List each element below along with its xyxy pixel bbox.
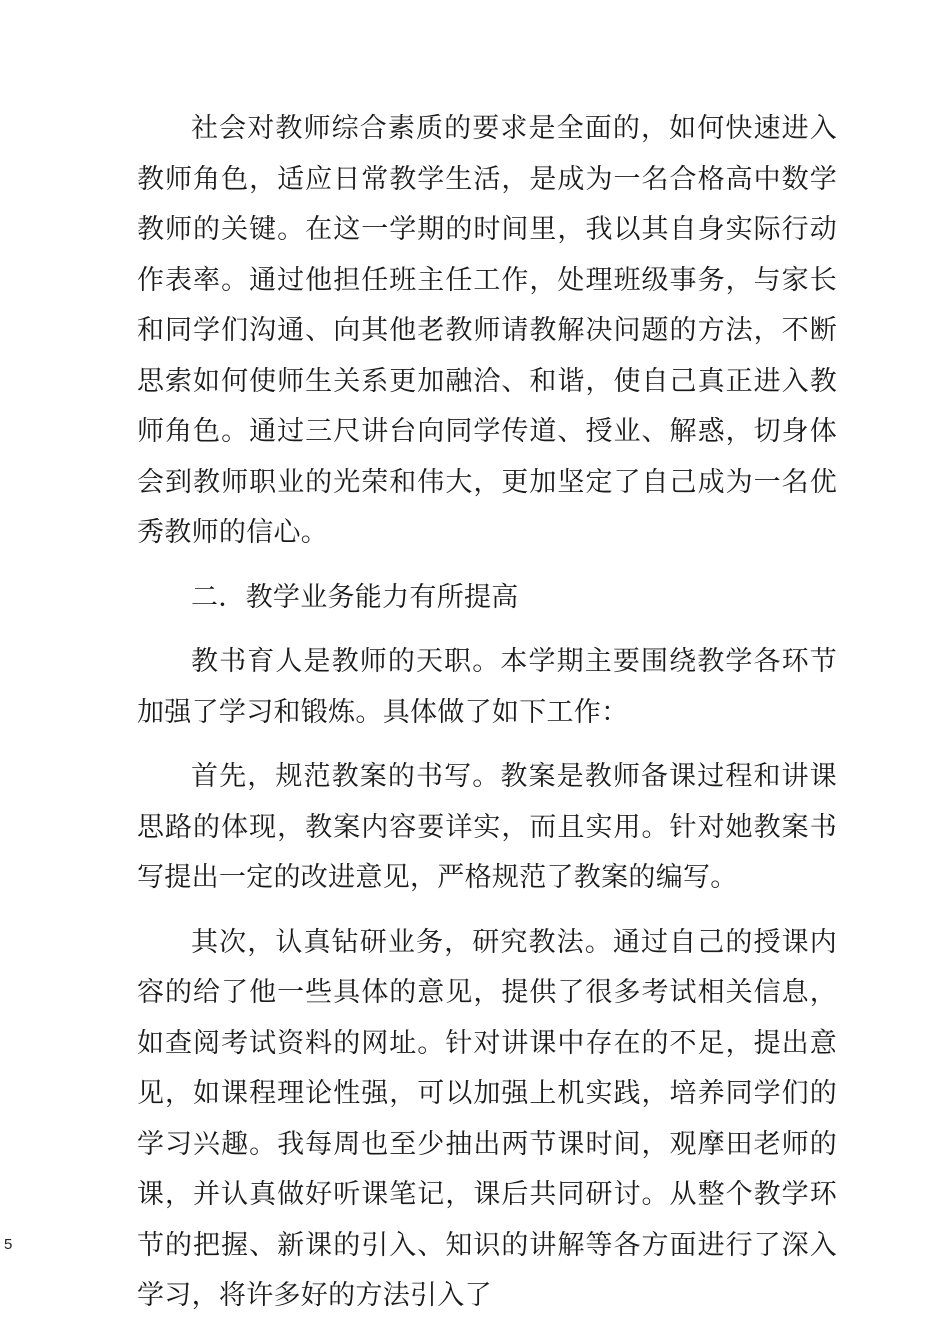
- paragraph-teacher-role: 社会对教师综合素质的要求是全面的，如何快速进入教师角色，适应日常教学生活，是成为一名合格高中数学教师的关键。在这一学期的时间里，我以其自身实际行动作表率。通过他担任班主任工作，处理班级事务，与家长和同学们沟通、向其他老教师请教解决问题的方法，不断思索如何使师生关系更加融洽、和谐，使自己真正进入教师角色。通过三尺讲台向同学传道、授业、解惑，切身体会到教师职业的光荣和伟大，更加坚定了自己成为一名优秀教师的信心。: [137, 113, 837, 548]
- paragraph-lesson-plans: 首先，规范教案的书写。教案是教师备课过程和讲课思路的体现，教案内容要详实，而且实用。针对她教案书写提出一定的改进意见，严格规范了教案的编写。: [137, 761, 837, 893]
- document-body: [137, 104, 837, 1336]
- paragraph-teaching-methods: 其次，认真钻研业务，研究教法。通过自己的授课内容的给了他一些具体的意见，提供了很多考试相关信息，如查阅考试资料的网址。针对讲课中存在的不足，提出意见，如课程理论性强，可以加强上机实践，培养同学们的学习兴趣。我每周也至少抽出两节课时间，观摩田老师的课，并认真做好听课笔记，课后共同研讨。从整个教学环节的把握、新课的引入、知识的讲解等各方面进行了深入学习，将许多好的方法引入了: [137, 926, 837, 1311]
- section-heading: 二．教学业务能力有所提高: [191, 581, 519, 613]
- paragraph-teaching-intro: 教书育人是教师的天职。本学期主要围绕教学各环节加强了学习和锻炼。具体做了如下工作：: [137, 646, 837, 728]
- page-number: 5: [4, 1236, 13, 1253]
